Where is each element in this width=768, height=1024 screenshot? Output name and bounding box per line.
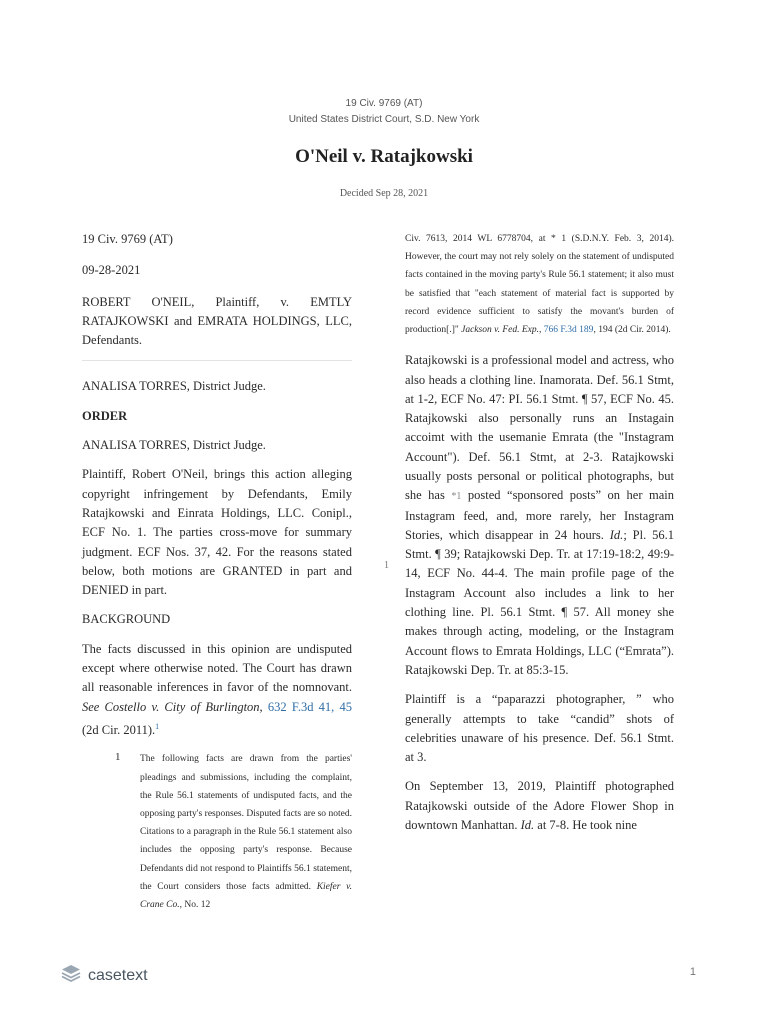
footnote-number: 1: [115, 751, 121, 764]
footnote-1: [82, 750, 352, 914]
footnote-ref-1[interactable]: 1: [155, 721, 160, 731]
logo-text: casetext: [88, 966, 148, 984]
paragraph-ratajkowski: [405, 351, 674, 680]
judge-line: ANALISA TORRES, District Judge.: [82, 379, 266, 394]
case-title: O'Neil v. Ratajkowski: [295, 146, 473, 167]
section-divider: [82, 360, 352, 361]
docket-number: 19 Civ. 9769 (AT): [345, 98, 423, 109]
background-paragraph: [82, 640, 352, 741]
paragraph-september: [405, 777, 674, 835]
jackson-citation-link[interactable]: 766 F.3d 189: [543, 325, 594, 336]
document-header: [0, 97, 768, 127]
page-marker: 1: [384, 560, 389, 571]
id-cite-2: Id.: [520, 818, 535, 833]
para1-text-c: ; Pl. 56.1 Stmt. ¶ 39; Ratajkowski Dep. Tr. at 17:19-18:2, 49:9-14, ECF No. 44-4. The main profile page of the Instagram Account also includes a link to her clothing line. Pl. 56.1 Stmt. ¶ 57. All money she makes through acting, modeling, or the Instagram Account flows to Emrata Holdings, LLC (“Emrata”). Ratajkowski Dep. Tr. at 85:3-15.: [405, 527, 674, 677]
judge-line-2: ANALISA TORRES, District Judge.: [82, 438, 266, 453]
footnote-text: The following facts are drawn from the parties' pleadings and submissions, including the complaint, the Rule 56.1 statements of undisputed facts, and the opposing party's responses. Disputed facts are so noted. Citations to a paragraph in the Rule 56.1 statement also includes the opposing party's response. Because Defendants did not respond to Plaintiffs 56.1 statement, the Court considers those facts admitted.: [140, 754, 352, 892]
stacked-layers-icon: [60, 962, 82, 989]
id-cite: Id.: [609, 527, 624, 542]
background-text-end: (2d Cir. 2011).: [82, 723, 156, 738]
background-text: The facts discussed in this opinion are undisputed except where otherwise noted. The Court has drawn all reasonable inferences in favor of the nomnovant.: [82, 641, 352, 695]
order-heading: ORDER: [82, 408, 128, 423]
docket-line: 19 Civ. 9769 (AT): [82, 232, 173, 246]
court-name: United States District Court, S.D. New York: [288, 114, 480, 125]
para1-text-b: posted “sponsored posts” on her main Instagram feed, and, more rarely, her Instagram Stories, which disappear in 24 hours.: [405, 488, 675, 542]
costello-cite: See Costello v. City of Burlington,: [82, 699, 263, 714]
footnote-body: [140, 750, 352, 914]
footnote-continuation: [405, 230, 674, 339]
star-page-marker: *1: [451, 491, 462, 503]
para3-text-a: On September 13, 2019, Plaintiff photographed Ratajkowski outside of the Adore Flower Shop in downtown Manhattan.: [405, 779, 674, 833]
footnote-text-end: , No. 12: [179, 900, 211, 911]
intro-paragraph: Plaintiff, Robert O'Neil, brings this action alleging copyright infringement by Defendants, Emily Ratajkowski and Einrata Holdings, LLC. Conipl., ECF No. 1. The parties cross-move for summary judgment. ECF Nos. 37, 42. For the reasons stated below, both motions are GRANTED in part and DENIED in part.: [82, 467, 352, 598]
costello-citation-link[interactable]: 632 F.3d 41, 45: [267, 699, 353, 714]
paragraph-plaintiff: Plaintiff is a “paparazzi photographer, ” who generally attempts to take “candid” shots of celebrities unaware of his presence. Def. 56.1 Stmt. at 3.: [405, 692, 674, 765]
page-number: 1: [689, 966, 696, 978]
date-line: 09-28-2021: [82, 263, 141, 278]
jackson-cite: Jackson v. Fed. Exp.,: [461, 325, 542, 336]
background-heading: BACKGROUND: [82, 612, 171, 627]
kiefer-cite: Kiefer v. Crane Co.: [140, 881, 352, 911]
decided-date: Decided Sep 28, 2021: [339, 188, 429, 199]
parties-line: ROBERT O'NEIL, Plaintiff, v. EMTLY RATAJKOWSKI and EMRATA HOLDINGS, LLC, Defendants.: [82, 294, 352, 348]
para3-text-b: at 7-8. He took nine: [534, 818, 637, 833]
footnote-cont-end: , 194 (2d Cir. 2014).: [593, 325, 671, 336]
footnote-cont-text: Civ. 7613, 2014 WL 6778704, at * 1 (S.D.N.Y. Feb. 3, 2014). However, the court may not rely solely on the statement of undisputed facts contained in the moving party's Rule 56.1 statement; it also must be satisfied that "each statement of material fact is supported by record evidence sufficient to satisfy the movant's burden of production[.]": [405, 234, 674, 336]
left-column: [82, 230, 352, 914]
right-column: [405, 230, 674, 845]
para1-text-a: Ratajkowski is a professional model and actress, who also heads a clothing line. Inamorata. Def. 56.1 Stmt, at 1-2, ECF No. 47: PI. 56.1 Stmt. ¶ 57, ECF No. 45. Ratajkowski also personally runs an Instagain accoimt with the usemanie Emrata (the "Instagram Account"). Def. 56.1 Stmt, at 2-3. Ratajkowski usually posts personal or political photographs, but she has: [405, 353, 674, 503]
casetext-logo[interactable]: [60, 962, 148, 989]
